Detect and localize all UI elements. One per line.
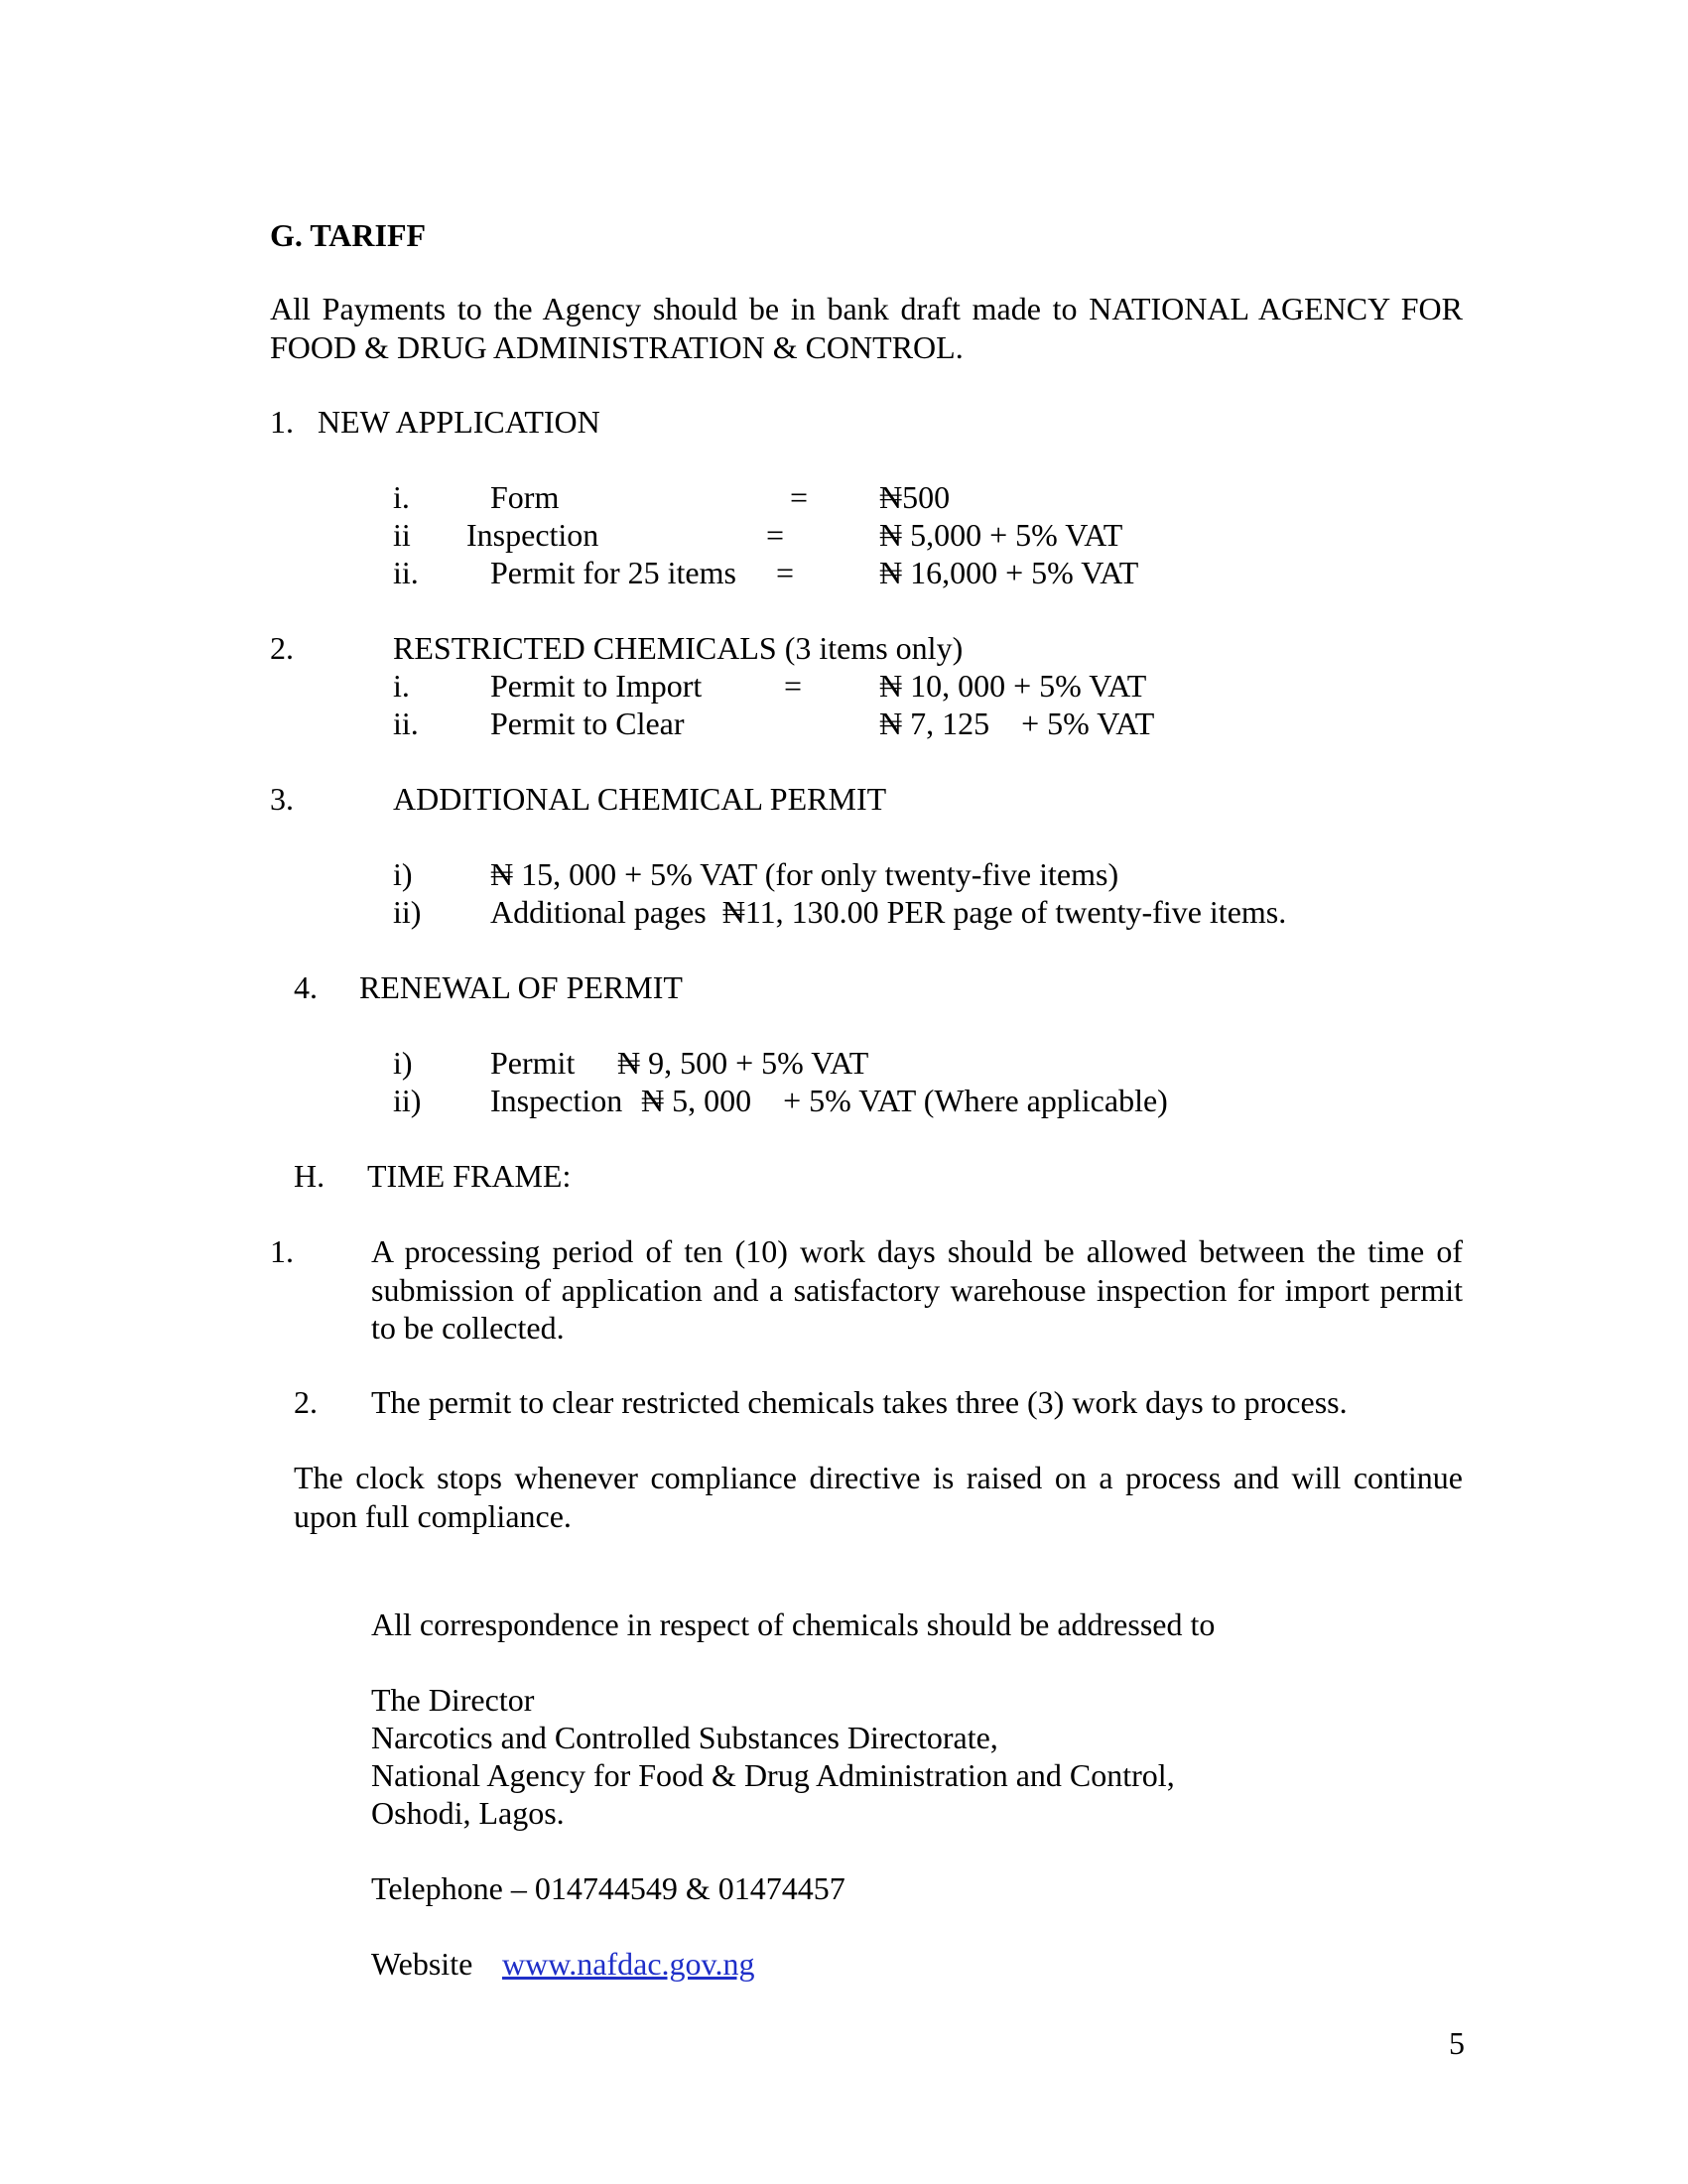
tariff-row-label: Permit to Clear bbox=[490, 706, 685, 741]
tariff-row-value: ₦ 5, 000 + 5% VAT (Where applicable) bbox=[641, 1083, 1168, 1118]
tariff-row-label: Permit for 25 items bbox=[490, 555, 736, 590]
tariff-row-label: Form bbox=[490, 479, 560, 515]
tariff-row-num: ii. bbox=[393, 706, 419, 741]
tariff-row-value: ₦ 16,000 + 5% VAT bbox=[879, 555, 1139, 590]
renewal-number: 4. bbox=[294, 969, 318, 1005]
additional-title: ADDITIONAL CHEMICAL PERMIT bbox=[393, 781, 887, 817]
tariff-row-num: ii) bbox=[393, 1083, 422, 1118]
tariff-row-num: ii bbox=[393, 517, 411, 553]
address-line: Oshodi, Lagos. bbox=[371, 1795, 565, 1831]
tariff-row-value: ₦ 7, 125 + 5% VAT bbox=[879, 706, 1155, 741]
section-h-title: TIME FRAME: bbox=[367, 1158, 572, 1194]
restricted-title: RESTRICTED CHEMICALS (3 items only) bbox=[393, 630, 964, 666]
tariff-row-value: ₦ 5,000 + 5% VAT bbox=[879, 517, 1123, 553]
telephone-line: Telephone – 014744549 & 01474457 bbox=[371, 1870, 845, 1906]
address-line: The Director bbox=[371, 1682, 535, 1718]
payment-instructions: All Payments to the Agency should be in bank draft made to NATIONAL AGENCY FOR FOOD & DRUG ADMINISTRATION & CONTROL. bbox=[270, 291, 1463, 365]
tariff-row-num: ii) bbox=[393, 894, 422, 930]
tariff-row-text: ₦ 15, 000 + 5% VAT (for only twenty-five items) bbox=[490, 856, 1119, 892]
tariff-row-label: Permit to Import bbox=[490, 668, 703, 704]
tariff-row-equals: = bbox=[776, 555, 795, 590]
tariff-row-equals: = bbox=[784, 668, 803, 704]
section-g-heading: G. TARIFF bbox=[270, 217, 427, 253]
renewal-title: RENEWAL OF PERMIT bbox=[359, 969, 683, 1005]
tariff-row-label: Inspection bbox=[466, 517, 599, 553]
tariff-row-label: Inspection bbox=[490, 1083, 623, 1118]
tariff-row-value: ₦ 10, 000 + 5% VAT bbox=[879, 668, 1147, 704]
additional-number: 3. bbox=[270, 781, 294, 817]
restricted-number: 2. bbox=[270, 630, 294, 666]
clock-statement: The clock stops whenever compliance directive is raised on a process and will continue upon full compliance. bbox=[294, 1460, 1463, 1534]
page-number: 5 bbox=[1449, 2025, 1465, 2061]
time-frame-item-text: The permit to clear restricted chemicals takes three (3) work days to process. bbox=[371, 1384, 1348, 1420]
address-line: National Agency for Food & Drug Administration and Control, bbox=[371, 1757, 1175, 1793]
tariff-row-text: Additional pages ₦11, 130.00 PER page of twenty-five items. bbox=[490, 894, 1287, 930]
time-frame-item-number: 1. bbox=[270, 1233, 294, 1269]
tariff-row-equals: = bbox=[766, 517, 785, 553]
tariff-row-num: i) bbox=[393, 1045, 413, 1081]
section-h-letter: H. bbox=[294, 1158, 325, 1194]
tariff-row-num: i) bbox=[393, 856, 413, 892]
website-label: Website bbox=[371, 1946, 473, 1982]
website-link[interactable]: www.nafdac.gov.ng bbox=[502, 1946, 755, 1982]
new-application-title: NEW APPLICATION bbox=[318, 404, 600, 440]
address-line: Narcotics and Controlled Substances Directorate, bbox=[371, 1720, 998, 1755]
new-application-number: 1. bbox=[270, 404, 294, 440]
tariff-row-value: ₦500 bbox=[879, 479, 951, 515]
tariff-row-num: i. bbox=[393, 479, 410, 515]
tariff-row-equals: = bbox=[790, 479, 809, 515]
tariff-row-label: Permit bbox=[490, 1045, 576, 1081]
time-frame-item-text: A processing period of ten (10) work days should be allowed between the time of submission of application and a satisfactory warehouse inspection for import permit to be collected. bbox=[371, 1233, 1463, 1346]
time-frame-item-number: 2. bbox=[294, 1384, 318, 1420]
tariff-row-num: ii. bbox=[393, 555, 419, 590]
correspondence-intro: All correspondence in respect of chemicals should be addressed to bbox=[371, 1606, 1216, 1642]
tariff-row-num: i. bbox=[393, 668, 410, 704]
tariff-row-value: ₦ 9, 500 + 5% VAT bbox=[617, 1045, 869, 1081]
